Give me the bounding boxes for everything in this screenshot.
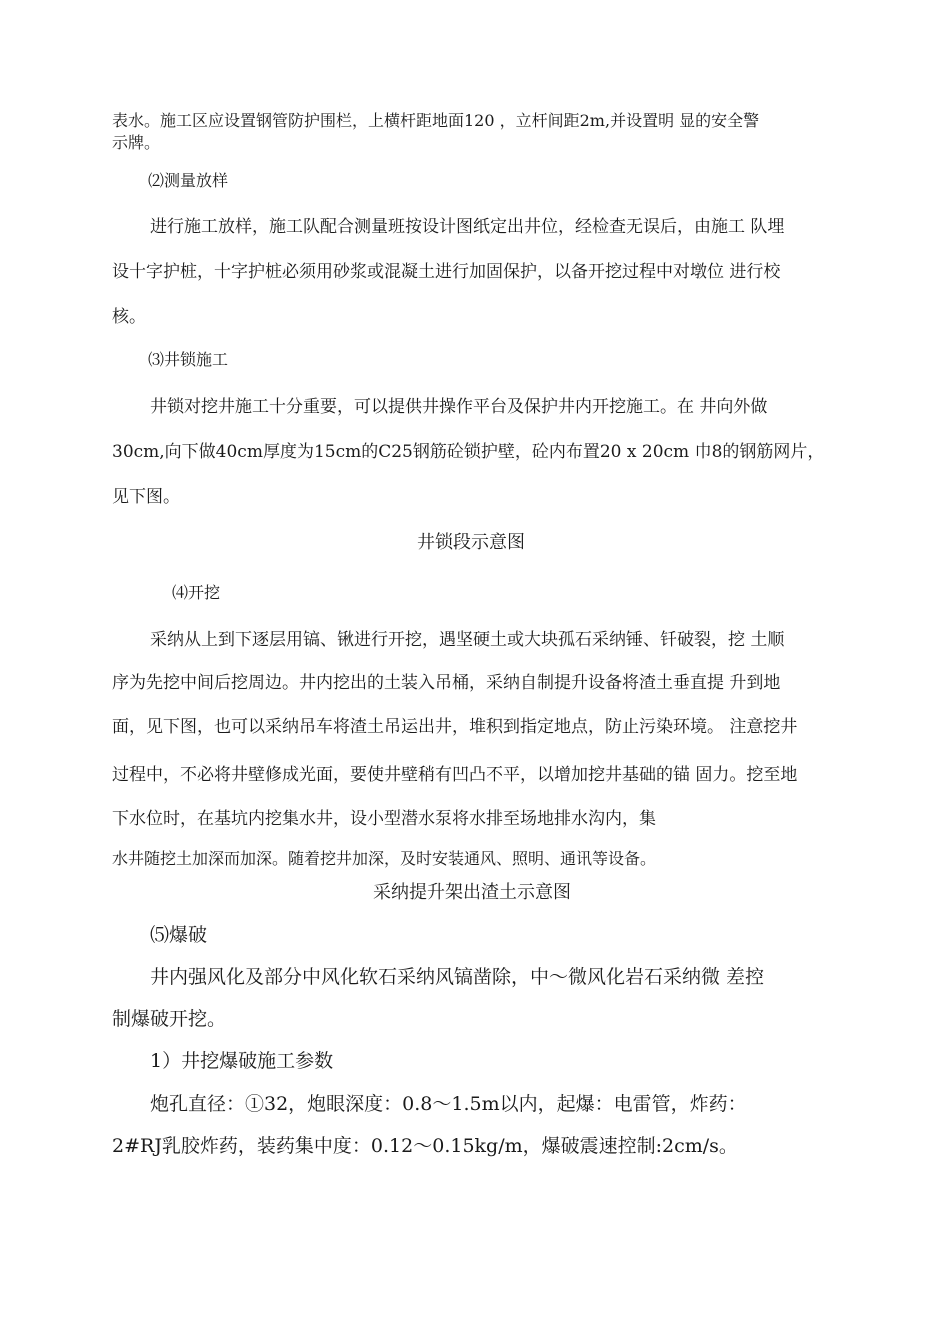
section-heading-blasting: ⑸爆破 <box>150 924 208 946</box>
section-heading-survey: ⑵测量放样 <box>148 171 229 190</box>
paragraph-line: 设十字护桩，十字护桩必须用砂浆或混凝土进行加固保护，以备开挖过程中对墩位 进行校 <box>112 262 781 282</box>
paragraph-line: 井锁对挖井施工十分重要，可以提供井操作平台及保护井内开挖施工。在 井向外做 <box>150 397 768 417</box>
paragraph-line: 2#RJ乳胶炸药，装药集中度：0.12〜0.15kg/m，爆破震速控制:2cm/s。 <box>112 1135 738 1157</box>
paragraph-line: 30cm,向下做40cm厚度为15cm的C25钢筋砼锁护壁，砼内布置20 x 20cm 巾8的钢筋网片， <box>112 442 825 462</box>
figure-caption: 井锁段示意图 <box>417 532 525 553</box>
paragraph-line: 核。 <box>112 307 146 327</box>
paragraph-line: 示牌。 <box>112 133 161 152</box>
paragraph-line: 采纳从上到下逐层用镐、锹进行开挖，遇坚硬土或大块孤石采纳锤、钎破裂，挖 土顺 <box>150 630 785 650</box>
paragraph-line: 过程中，不必将井壁修成光面，要使井壁稍有凹凸不平，以增加挖井基础的锚 固力。挖至地 <box>112 765 798 785</box>
section-heading-excavation: ⑷开挖 <box>172 583 221 602</box>
paragraph-line: 制爆破开挖。 <box>112 1008 227 1030</box>
section-heading-well-lock: ⑶井锁施工 <box>148 350 229 369</box>
paragraph-line: 见下图。 <box>112 487 180 507</box>
paragraph-line: 表水。施工区应设置钢管防护围栏，上横杆距地面120 ，立杆间距2m,并设置明 显的安全警 <box>112 111 760 130</box>
subsection-heading-parameters: 1）井挖爆破施工参数 <box>150 1050 334 1072</box>
paragraph-line: 井内强风化及部分中风化软石采纳风镐凿除，中〜微风化岩石采纳微 差控 <box>150 966 765 988</box>
paragraph-line: 进行施工放样，施工队配合测量班按设计图纸定出井位，经检查无误后，由施工 队埋 <box>150 217 785 237</box>
paragraph-line: 面，见下图，也可以采纳吊车将渣土吊运出井，堆积到指定地点，防止污染环境。 注意挖井 <box>112 717 798 737</box>
paragraph-line: 序为先挖中间后挖周边。井内挖出的土装入吊桶，采纳自制提升设备将渣土垂直提 升到地 <box>112 673 781 693</box>
figure-caption: 采纳提升架出渣土示意图 <box>373 882 571 903</box>
paragraph-line: 下水位时，在基坑内挖集水井，设小型潜水泵将水排至场地排水沟内，集 <box>112 809 656 829</box>
paragraph-line: 炮孔直径：①32，炮眼深度：0.8〜1.5m以内，起爆：电雷管，炸药： <box>150 1093 747 1115</box>
paragraph-line: 水井随挖土加深而加深。随着挖井加深，及时安装通风、照明、通讯等设备。 <box>112 849 657 868</box>
